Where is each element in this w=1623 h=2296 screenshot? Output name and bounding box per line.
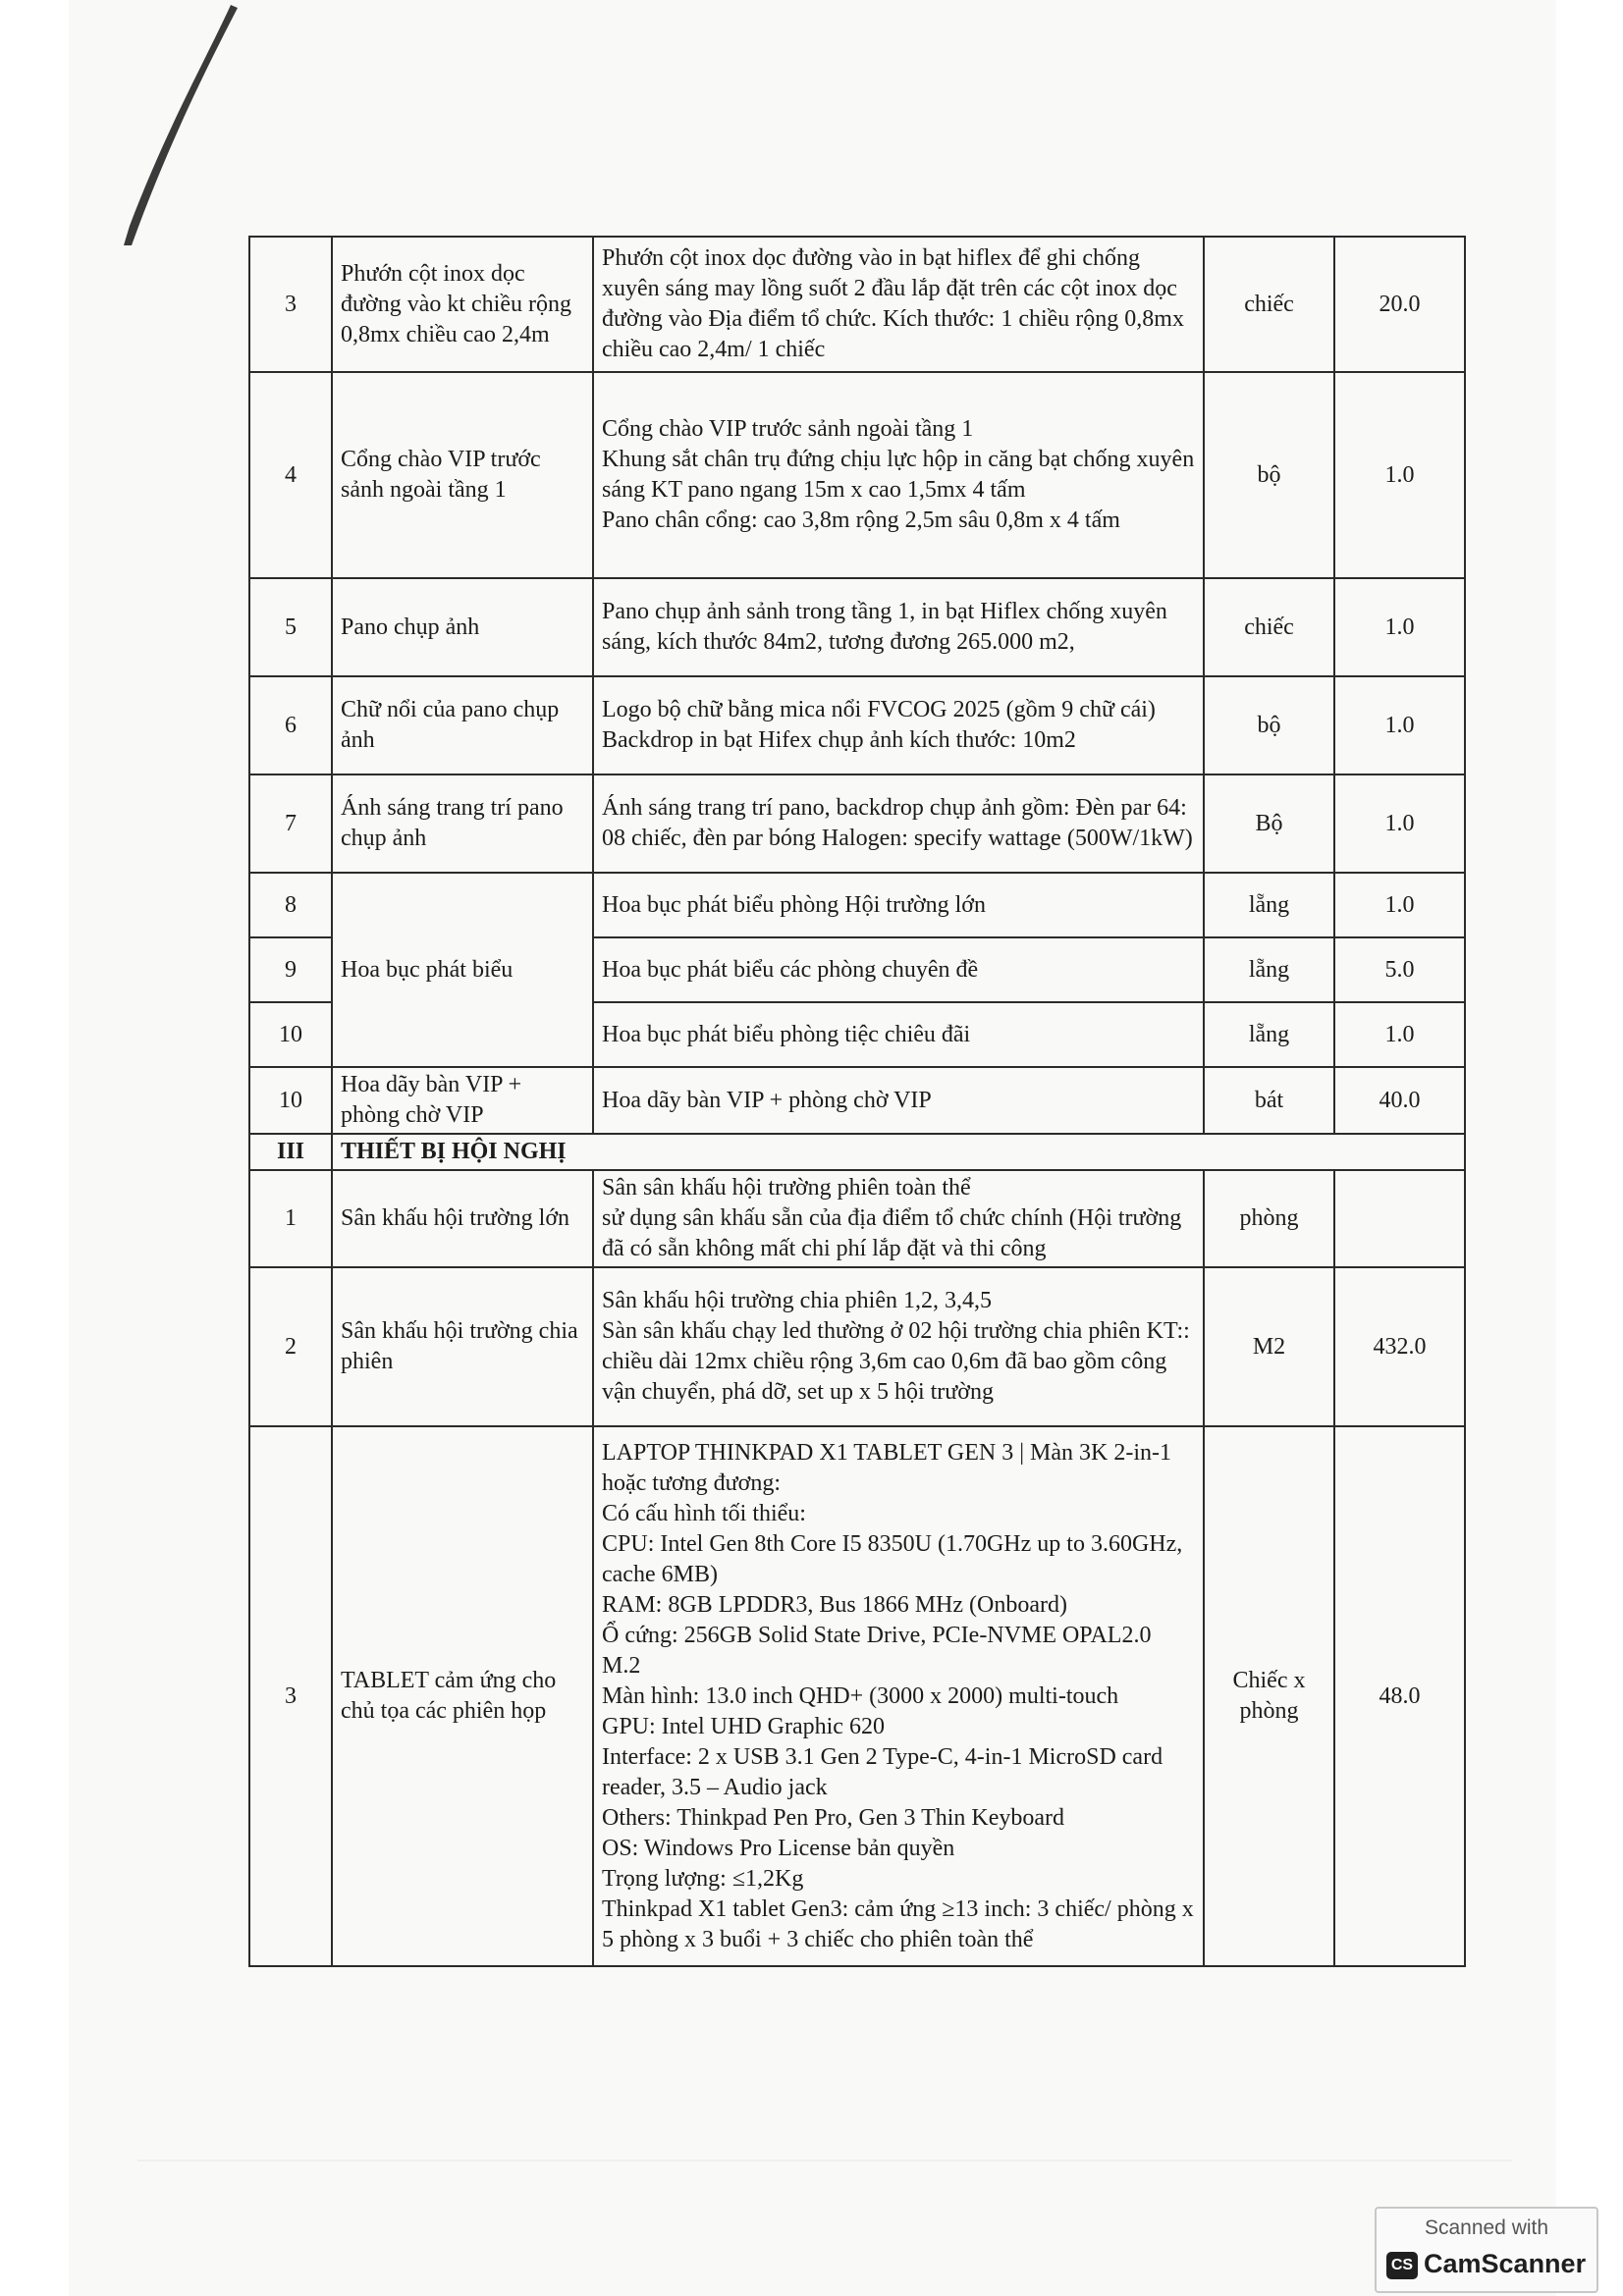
item-unit: lẵng [1204, 937, 1334, 1002]
camscanner-logo-icon: CS [1386, 2252, 1418, 2279]
item-quantity: 48.0 [1334, 1426, 1465, 1966]
item-name: Sân khấu hội trường lớn [332, 1170, 593, 1267]
row-number: 2 [249, 1267, 332, 1426]
item-name: Hoa dãy bàn VIP + phòng chờ VIP [332, 1067, 593, 1134]
item-description: Hoa dãy bàn VIP + phòng chờ VIP [593, 1067, 1204, 1134]
pen-stroke-mark [59, 0, 255, 294]
item-name: Sân khấu hội trường chia phiên [332, 1267, 593, 1426]
description-line: Pano chân cổng: cao 3,8m rộng 2,5m sâu 0,8m x 4 tấm [602, 507, 1120, 533]
section-title: THIẾT BỊ HỘI NGHỊ [332, 1134, 1465, 1170]
row-number: 3 [249, 1426, 332, 1966]
item-quantity: 1.0 [1334, 873, 1465, 937]
row-number: 8 [249, 873, 332, 937]
spec-line: Thinkpad X1 tablet Gen3: cảm ứng ≥13 inch: 3 chiếc/ phòng x 5 phòng x 3 buổi + 3 chiếc cho phiên toàn thể [602, 1896, 1194, 1952]
description-line: Cổng chào VIP trước sảnh ngoài tầng 1 [602, 416, 974, 442]
item-unit: chiếc [1204, 578, 1334, 676]
item-description: Phướn cột inox dọc đường vào in bạt hiflex để ghi chống xuyên sáng may lồng suốt 2 đầu lắp đặt trên các cột inox dọc đường vào Địa điểm tổ chức. Kích thước: 1 chiều rộng 0,8mx chiều cao 2,4m/ 1 chiếc [593, 237, 1204, 372]
row-number: 10 [249, 1002, 332, 1067]
spec-line: Màn hình: 13.0 inch QHD+ (3000 x 2000) multi-touch [602, 1682, 1119, 1709]
spec-line: GPU: Intel UHD Graphic 620 [602, 1713, 885, 1739]
table-row [249, 1426, 1465, 1966]
description-line: Backdrop in bạt Hifex chụp ảnh kích thước: 10m2 [602, 727, 1076, 753]
camscanner-badge [1375, 2207, 1598, 2293]
item-unit: chiếc [1204, 237, 1334, 372]
row-number: 5 [249, 578, 332, 676]
item-quantity: 1.0 [1334, 1002, 1465, 1067]
item-unit: lẵng [1204, 1002, 1334, 1067]
item-name: Phướn cột inox dọc đường vào kt chiều rộng 0,8mx chiều cao 2,4m [332, 237, 593, 372]
table-row [249, 1267, 1465, 1426]
item-quantity: 1.0 [1334, 372, 1465, 578]
description-line: Logo bộ chữ bằng mica nổi FVCOG 2025 (gồm 9 chữ cái) [602, 697, 1156, 722]
spec-line: RAM: 8GB LPDDR3, Bus 1866 MHz (Onboard) [602, 1591, 1067, 1618]
item-quantity [1334, 1170, 1465, 1267]
row-number: 4 [249, 372, 332, 578]
description-line: Khung sắt chân trụ đứng chịu lực hộp in căng bạt chống xuyên sáng KT pano ngang 15m x cao 1,5mx 4 tấm [602, 447, 1195, 503]
item-description [593, 1426, 1204, 1966]
section-row [249, 1134, 1465, 1170]
table-row [249, 873, 1465, 937]
badge-brand-name: CamScanner [1424, 2249, 1587, 2278]
spec-line: Có cấu hình tối thiểu: [602, 1500, 806, 1526]
item-unit: phòng [1204, 1170, 1334, 1267]
item-unit: bộ [1204, 372, 1334, 578]
item-description: Hoa bục phát biểu phòng Hội trường lớn [593, 873, 1204, 937]
item-quantity: 1.0 [1334, 676, 1465, 774]
item-unit: bát [1204, 1067, 1334, 1134]
scan-artifact-line [137, 2160, 1512, 2162]
item-quantity: 432.0 [1334, 1267, 1465, 1426]
item-description [593, 676, 1204, 774]
spec-line: LAPTOP THINKPAD X1 TABLET GEN 3 | Màn 3K 2-in-1 hoặc tương đương: [602, 1439, 1172, 1496]
table-row [249, 1067, 1465, 1134]
item-description: Ánh sáng trang trí pano, backdrop chụp ảnh gồm: Đèn par 64: 08 chiếc, đèn par bóng Halogen: specify wattage (500W/1kW) [593, 774, 1204, 873]
table-row [249, 372, 1465, 578]
table-row [249, 237, 1465, 372]
item-description: Hoa bục phát biểu phòng tiệc chiêu đãi [593, 1002, 1204, 1067]
item-unit: Bộ [1204, 774, 1334, 873]
item-name: Cổng chào VIP trước sảnh ngoài tầng 1 [332, 372, 593, 578]
badge-caption: Scanned with [1424, 2216, 1549, 2239]
row-number: 3 [249, 237, 332, 372]
description-line: Sân sân khấu hội trường phiên toàn thể [602, 1175, 971, 1201]
item-unit: M2 [1204, 1267, 1334, 1426]
row-number: 6 [249, 676, 332, 774]
item-name: Ánh sáng trang trí pano chụp ảnh [332, 774, 593, 873]
section-number: III [249, 1134, 332, 1170]
item-description: Hoa bục phát biểu các phòng chuyên đề [593, 937, 1204, 1002]
spec-line: OS: Windows Pro License bản quyền [602, 1835, 955, 1861]
row-number: 10 [249, 1067, 332, 1134]
item-quantity: 20.0 [1334, 237, 1465, 372]
item-unit: bộ [1204, 676, 1334, 774]
table-row [249, 774, 1465, 873]
item-name: TABLET cảm ứng cho chủ tọa các phiên họp [332, 1426, 593, 1966]
item-quantity: 1.0 [1334, 578, 1465, 676]
spec-line: CPU: Intel Gen 8th Core I5 8350U (1.70GHz up to 3.60GHz, cache 6MB) [602, 1530, 1183, 1587]
table-row [249, 1170, 1465, 1267]
item-description [593, 1170, 1204, 1267]
item-description [593, 372, 1204, 578]
description-line: sử dụng sân khấu sẵn của địa điểm tổ chức chính (Hội trường đã có sẵn không mất chi phí lắp đặt và thi công [602, 1205, 1182, 1261]
row-number: 9 [249, 937, 332, 1002]
row-number: 1 [249, 1170, 332, 1267]
equipment-table [248, 236, 1466, 1967]
spec-line: Trọng lượng: ≤1,2Kg [602, 1865, 804, 1892]
description-line: Sân khấu hội trường chia phiên 1,2, 3,4,5 [602, 1288, 992, 1313]
group-name: Hoa bục phát biểu [332, 873, 593, 1067]
item-unit: Chiếc x phòng [1204, 1426, 1334, 1966]
spec-line: Ổ cứng: 256GB Solid State Drive, PCIe-NVME OPAL2.0 M.2 [602, 1622, 1152, 1679]
spec-line: Interface: 2 x USB 3.1 Gen 2 Type-C, 4-in-1 MicroSD card reader, 3.5 – Audio jack [602, 1743, 1163, 1800]
item-unit: lẵng [1204, 873, 1334, 937]
item-quantity: 5.0 [1334, 937, 1465, 1002]
spec-line: Others: Thinkpad Pen Pro, Gen 3 Thin Keyboard [602, 1804, 1065, 1831]
item-description: Pano chụp ảnh sảnh trong tầng 1, in bạt Hiflex chống xuyên sáng, kích thước 84m2, tương đương 265.000 m2, [593, 578, 1204, 676]
description-line: Sàn sân khấu chạy led thường ở 02 hội trường chia phiên KT:: chiều dài 12mx chiều rộng 3,6m cao 0,6m đã bao gồm công vận chuyển, phá dỡ, set up x 5 hội trường [602, 1318, 1190, 1405]
table-row [249, 578, 1465, 676]
item-quantity: 40.0 [1334, 1067, 1465, 1134]
item-description [593, 1267, 1204, 1426]
item-quantity: 1.0 [1334, 774, 1465, 873]
item-name: Chữ nổi của pano chụp ảnh [332, 676, 593, 774]
item-name: Pano chụp ảnh [332, 578, 593, 676]
row-number: 7 [249, 774, 332, 873]
table-row [249, 676, 1465, 774]
